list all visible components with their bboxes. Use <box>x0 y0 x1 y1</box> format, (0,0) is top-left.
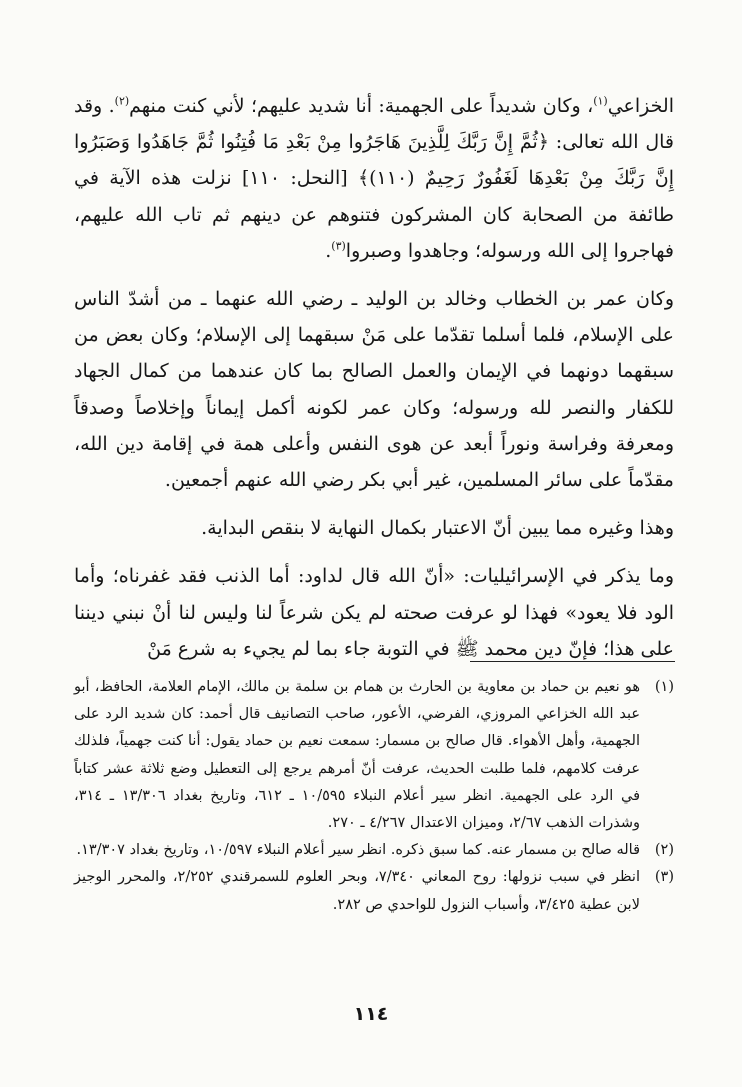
paragraph <box>74 558 674 667</box>
footnote-marker: (١) <box>593 94 608 108</box>
footnote-number: (٣) <box>654 869 674 886</box>
footnote-text: انظر في سبب نزولها: روح المعاني ٧/٣٤٠، وبحر العلوم للسمرقندي ٢/٢٥٢، والمحرر الوجيز لابن عطية ٣/٤٢٥، وأسباب النزول للواحدي ص ٢٨٢. <box>74 869 640 913</box>
paragraph <box>74 88 674 269</box>
page-number: ١١٤ <box>353 1003 389 1025</box>
footnote-number: (١) <box>654 679 674 695</box>
footnote-marker: (٢) <box>114 94 130 108</box>
footnote <box>74 674 674 837</box>
text-run: وكان عمر بن الخطاب وخالد بن الوليد ـ رضي الله عنهما ـ من أشدّ الناس على الإسلام، فلما أسلما تقدّما على مَنْ سبقهما إلى الإسلام؛ وكان بعض من سبقهما دونهما في الإيمان والعمل الصالح بما كان عندهما من كمال الجهاد للكفار والنصر لله ورسوله؛ وكان عمر لكونه أكمل إيماناً وإخلاصاً وصدقاً ومعرفة وفراسة ونوراً أبعد عن هوى النفس وأعلى همة في إقامة دين الله، مقدّماً على سائر المسلمين، غير أبي بكر رضي الله عنهم أجمعين. <box>74 288 674 492</box>
paragraph <box>74 510 674 546</box>
footnote <box>74 837 674 864</box>
text-run: ، وكان شديداً على الجهمية: أنا شديد عليهم؛ لأني كنت منهم <box>129 95 594 117</box>
text-run: . وقد قال الله تعالى: ﴿ثُمَّ إِنَّ رَبَّكَ لِلَّذِينَ هَاجَرُوا مِنْ بَعْدِ مَا فُتِنُوا ثُمَّ جَاهَدُوا وَصَبَرُوا إِنَّ رَبَّكَ مِنْ بَعْدِهَا لَغَفُورٌ رَحِيمٌ (١١٠)﴾ [النحل: ١١٠] نزلت هذه الآية في طائفة من الصحابة كان المشركون فتنوهم عن دينهم ثم تاب الله عليهم، فهاجروا إلى الله ورسوله؛ وجاهدوا وصبروا <box>74 95 674 262</box>
footnotes <box>74 674 674 919</box>
footnote <box>74 864 674 918</box>
text-run: وما يذكر في الإسرائيليات: «أنّ الله قال لداود: أما الذنب فقد غفرناه؛ وأما الود فلا يعود» فهذا لو عرفت صحته لم يكن شرعاً لنا وليس لنا أنْ نبني ديننا على هذا؛ فإنّ دين محمد ﷺ في التوبة جاء بما لم يجيء به شرع مَنْ <box>74 565 674 660</box>
footnote-text: قاله صالح بن مسمار عنه. كما سبق ذكره. انظر سير أعلام النبلاء ١٠/٥٩٧، وتاريخ بغداد ١٣/٣٠٧. <box>76 842 640 859</box>
footnote-text: هو نعيم بن حماد بن معاوية بن الحارث بن همام بن سلمة بن مالك، الإمام العلامة، الحافظ، أبو عبد الله الخزاعي المروزي، الفرضي، الأعور، صاحب التصانيف قال أحمد: كان شديد الرد على الجهمية، وأهل الأهواء. قال صالح بن مسمار: سمعت نعيم بن حماد يقول: أنا كنت جهمياً، فلذلك عرفت كلامهم، فلما طلبت الحديث، عرفت أنّ أمرهم يرجع إلى التعطيل وضع ثلاثة عشر كتاباً في الرد على الجهمية. انظر سير أعلام النبلاء ١٠/٥٩٥ ـ ٦١٢، وتاريخ بغداد ١٣/٣٠٦ ـ ٣١٤، وشذرات الذهب ٢/٦٧، وميزان الاعتدال ٤/٢٦٧ ـ ٢٧٠. <box>74 679 641 832</box>
footnote-separator <box>470 661 675 662</box>
text-run: . <box>325 239 332 262</box>
footnote-number: (٢) <box>654 842 674 859</box>
text-run: الخزاعي <box>607 95 674 117</box>
paragraph <box>74 281 674 498</box>
footnote-marker: (٣) <box>331 239 346 253</box>
text-run: وهذا وغيره مما يبين أنّ الاعتبار بكمال النهاية لا بنقص البداية. <box>201 517 674 540</box>
main-text <box>74 88 674 667</box>
